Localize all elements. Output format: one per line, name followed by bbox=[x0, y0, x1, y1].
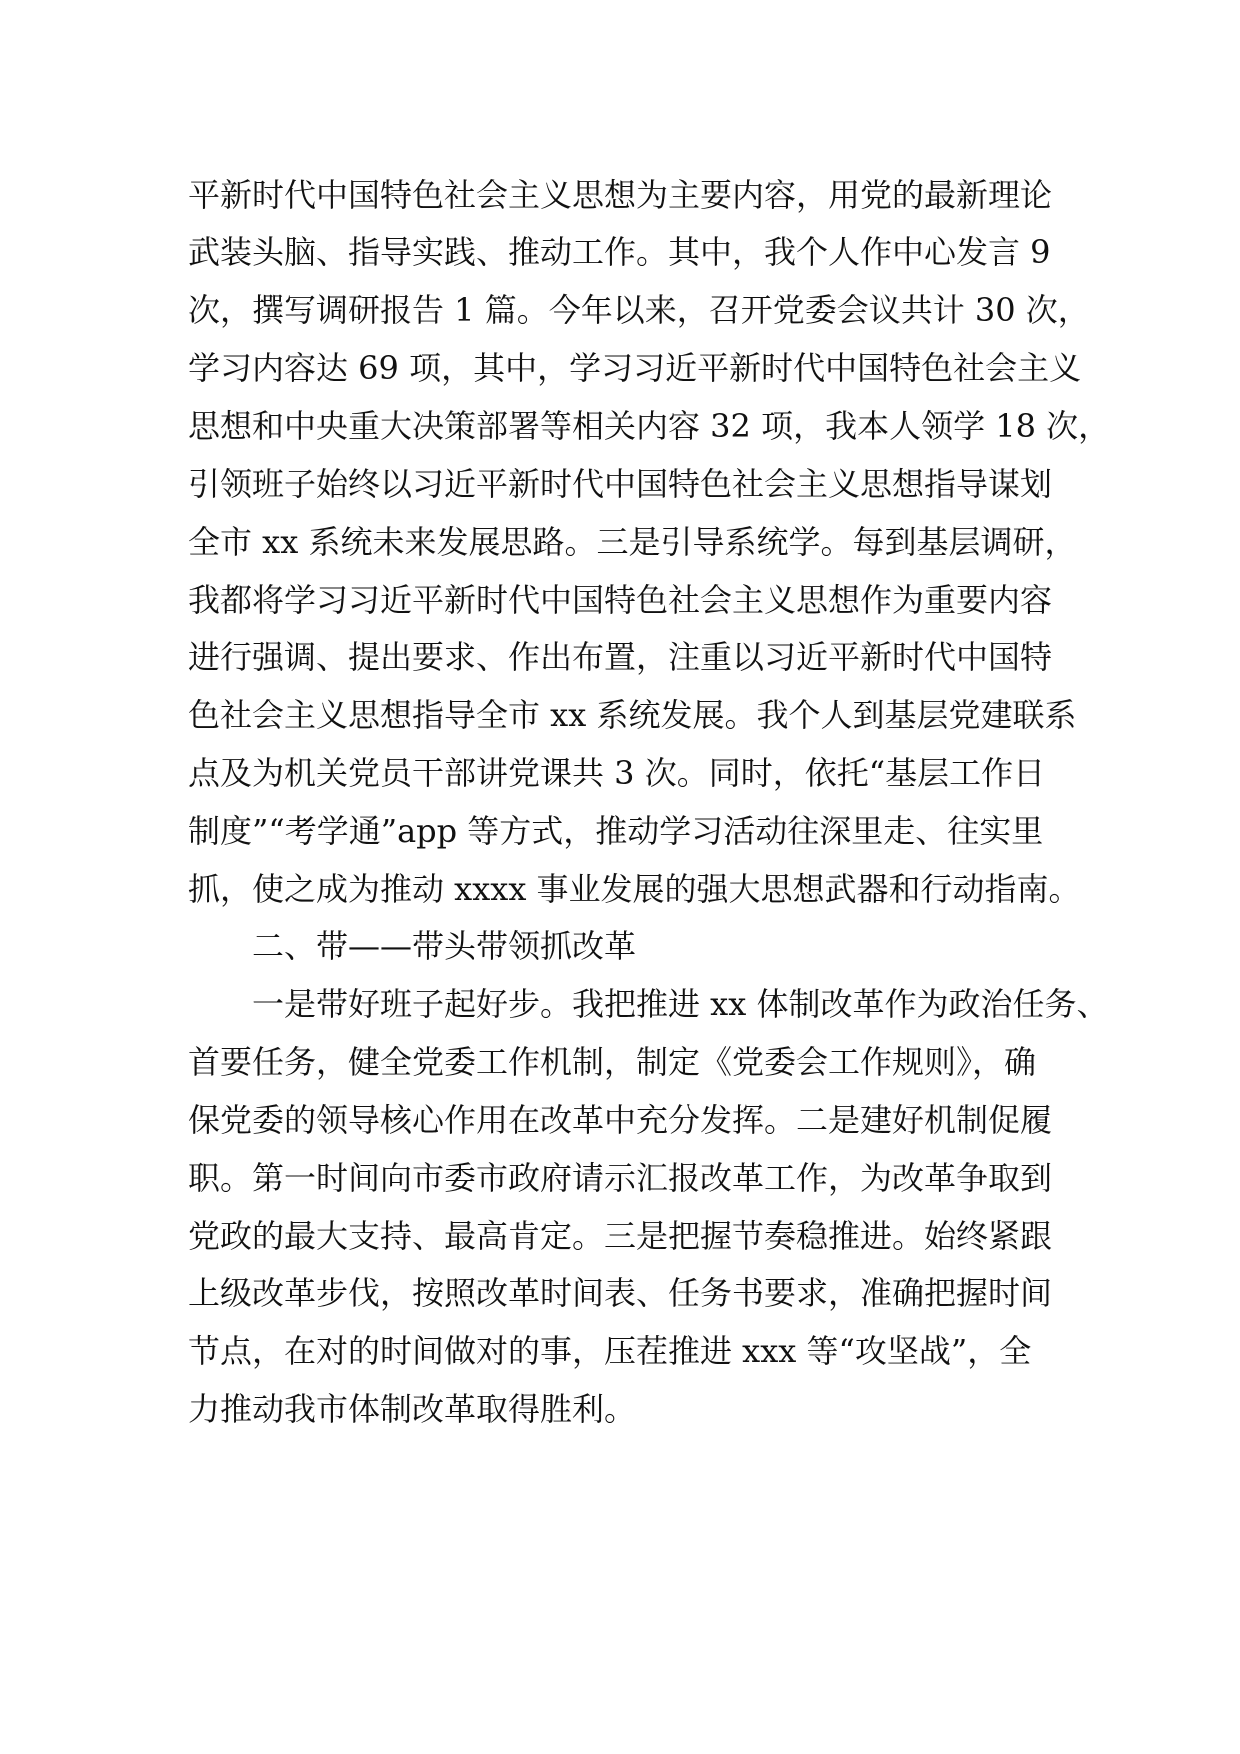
paragraph1-line-12: 制度”“考学通”app 等方式，推动学习活动往深里走、往实里 bbox=[188, 812, 1044, 850]
paragraph1-line-3: 次，撰写调研报告 1 篇。今年以来，召开党委会议共计 30 次， bbox=[188, 291, 1090, 329]
paragraph2-line-4: 职。第一时间向市委市政府请示汇报改革工作，为改革争取到 bbox=[188, 1159, 1053, 1197]
paragraph2-line-7: 节点，在对的时间做对的事，压茬推进 xxx 等“攻坚战”，全 bbox=[188, 1332, 1032, 1370]
paragraph2-line-6: 上级改革步伐，按照改革时间表、任务书要求，准确把握时间 bbox=[188, 1274, 1053, 1312]
paragraph1-line-6: 引领班子始终以习近平新时代中国特色社会主义思想指导谋划 bbox=[188, 465, 1053, 503]
paragraph1-line-11: 点及为机关党员干部讲党课共 3 次。同时，依托“基层工作日 bbox=[188, 754, 1046, 792]
paragraph2-line-5: 党政的最大支持、最高肯定。三是把握节奏稳推进。始终紧跟 bbox=[188, 1217, 1053, 1255]
paragraph1-line-5: 思想和中央重大决策部署等相关内容 32 项，我本人领学 18 次， bbox=[188, 407, 1111, 445]
paragraph1-line-2: 武装头脑、指导实践、推动工作。其中，我个人作中心发言 9 bbox=[188, 233, 1051, 271]
section-heading: 二、带——带头带领抓改革 bbox=[252, 927, 637, 965]
paragraph1-line-7: 全市 xx 系统未来发展思路。三是引导系统学。每到基层调研， bbox=[188, 523, 1077, 561]
paragraph1-line-13: 抓，使之成为推动 xxxx 事业发展的强大思想武器和行动指南。 bbox=[188, 870, 1081, 908]
paragraph2-line-1: 一是带好班子起好步。我把推进 xx 体制改革作为政治任务、 bbox=[252, 985, 1109, 1023]
paragraph1-line-10: 色社会主义思想指导全市 xx 系统发展。我个人到基层党建联系 bbox=[188, 696, 1077, 734]
paragraph1-line-9: 进行强调、提出要求、作出布置，注重以习近平新时代中国特 bbox=[188, 638, 1053, 676]
paragraph1-line-4: 学习内容达 69 项，其中，学习习近平新时代中国特色社会主义 bbox=[188, 349, 1082, 387]
paragraph2-line-2: 首要任务，健全党委工作机制，制定《党委会工作规则》，确 bbox=[188, 1043, 1037, 1081]
paragraph2-line-8: 力推动我市体制改革取得胜利。 bbox=[188, 1390, 637, 1428]
paragraph1-line-8: 我都将学习习近平新时代中国特色社会主义思想作为重要内容 bbox=[188, 581, 1053, 619]
paragraph2-line-3: 保党委的领导核心作用在改革中充分发挥。二是建好机制促履 bbox=[188, 1101, 1053, 1139]
paragraph1-line-1: 平新时代中国特色社会主义思想为主要内容，用党的最新理论 bbox=[188, 176, 1053, 214]
